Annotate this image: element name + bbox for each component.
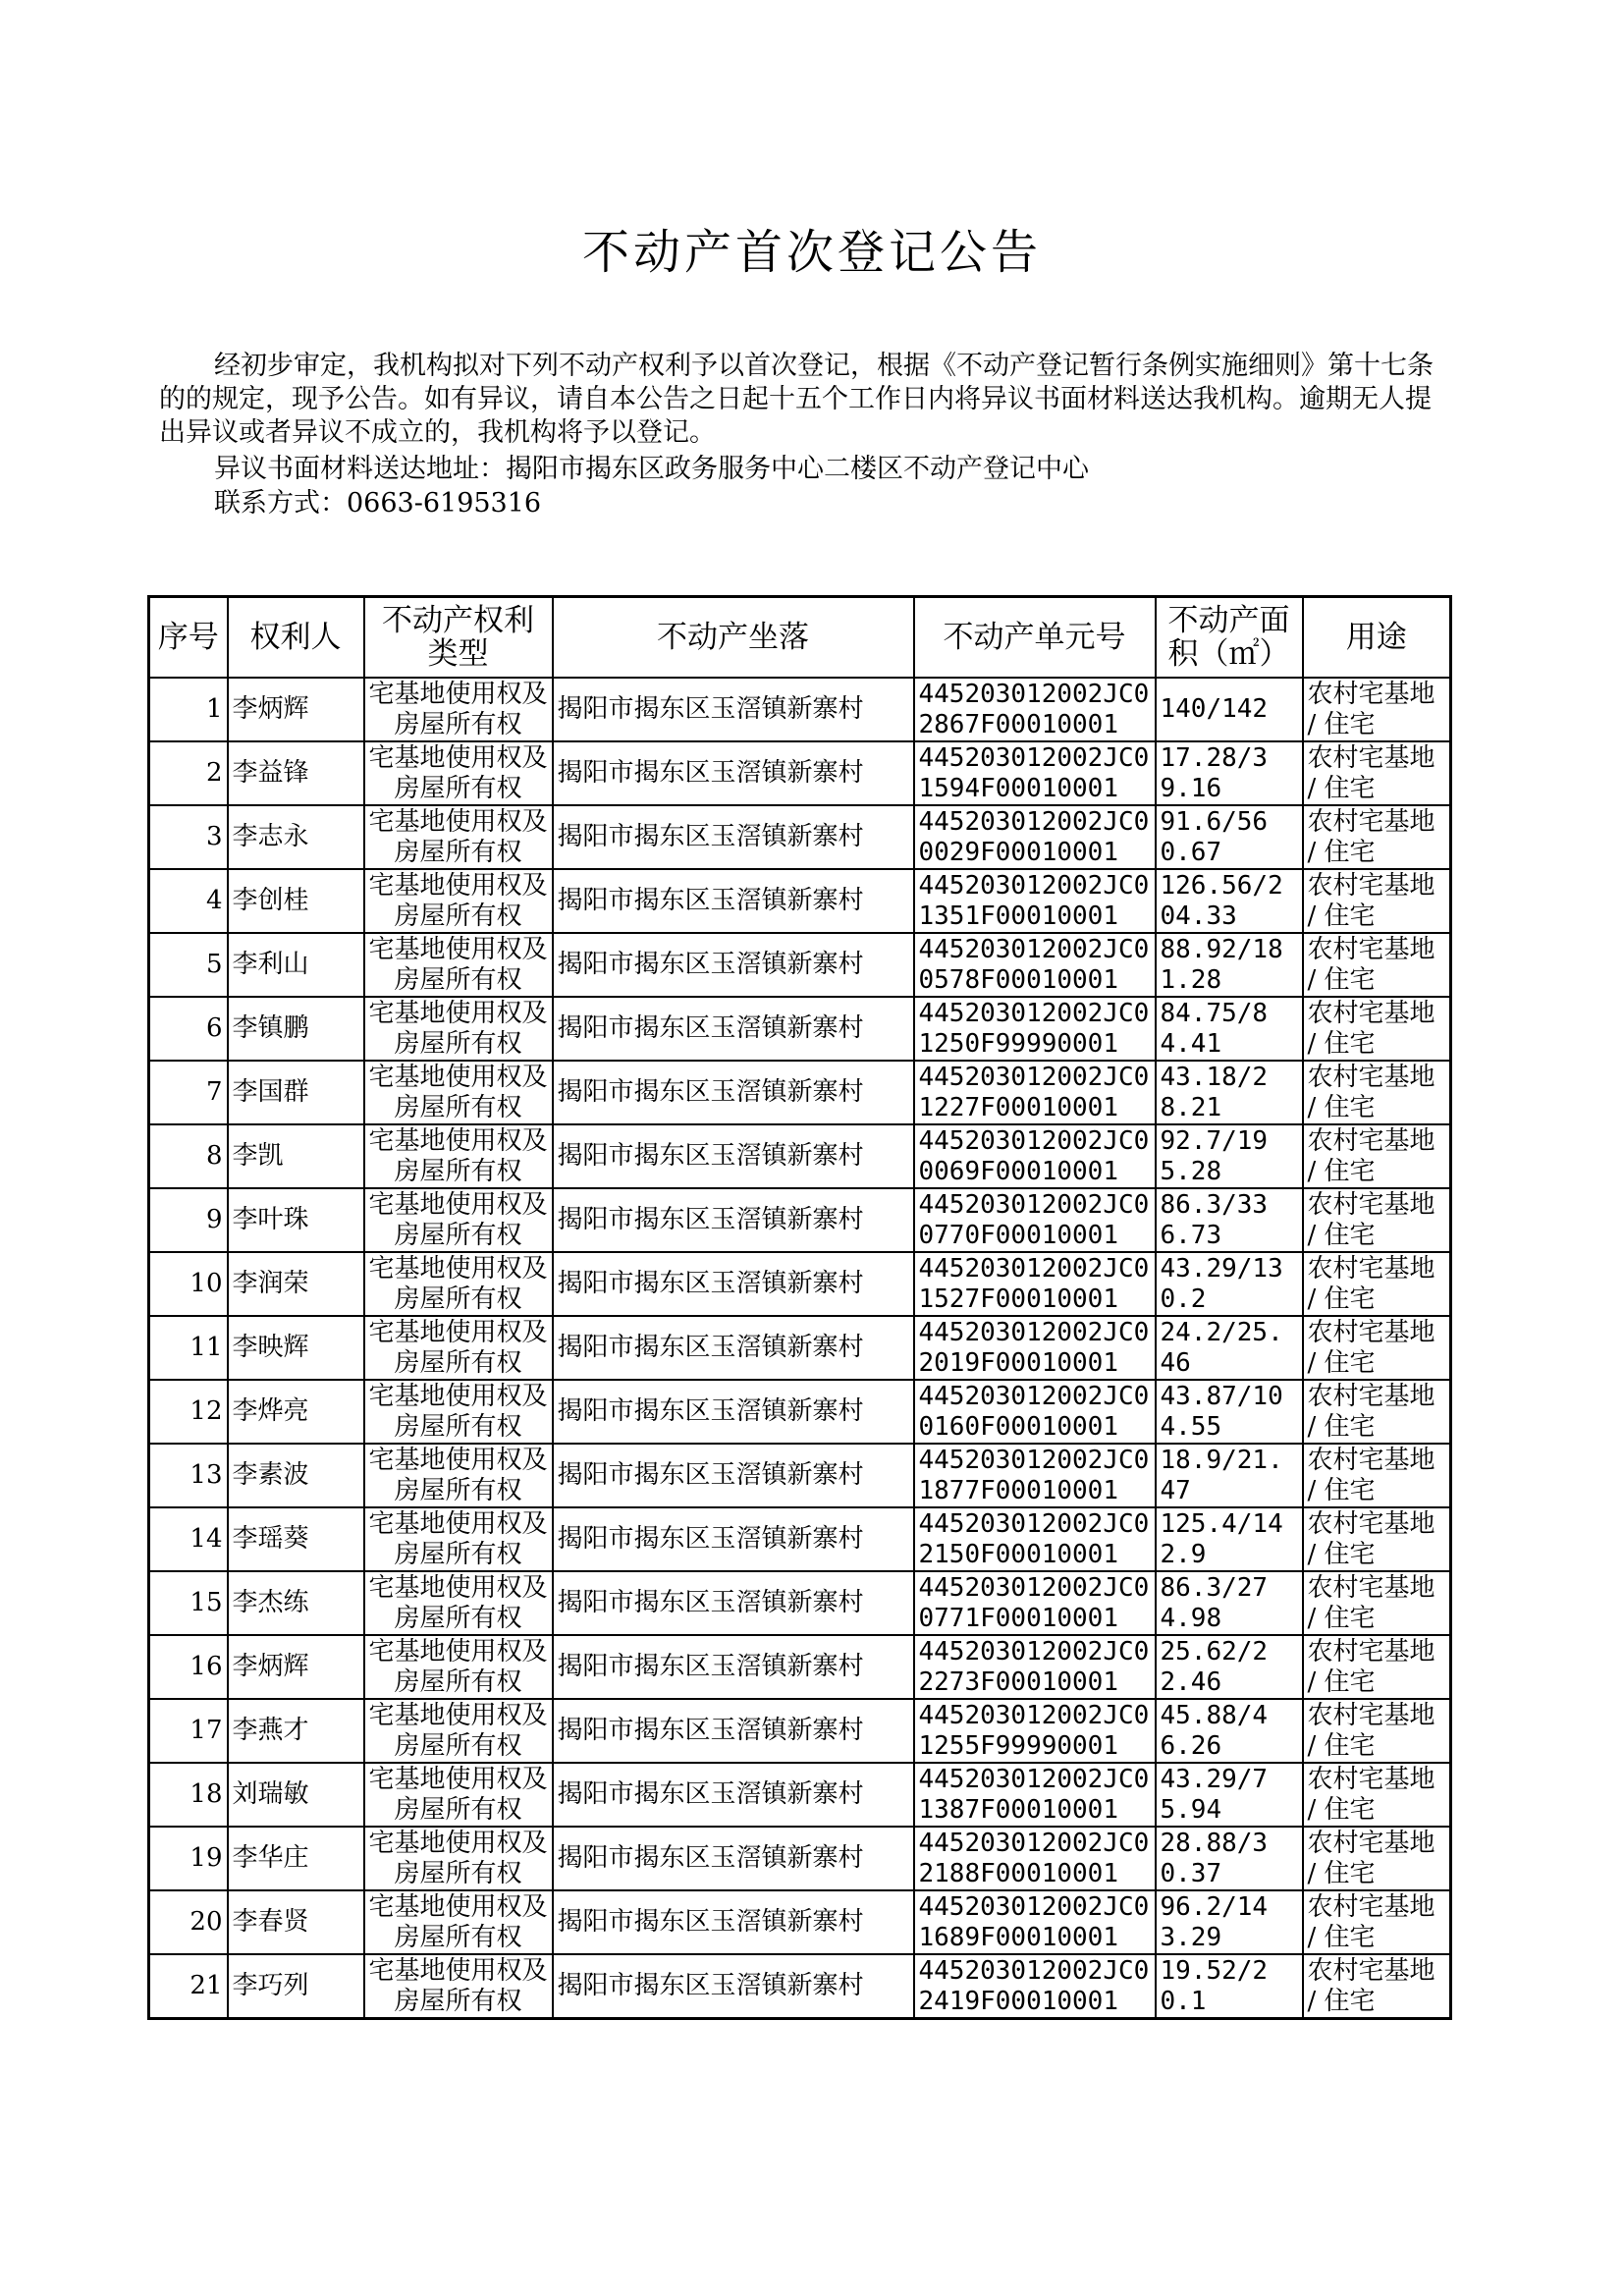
row-seq: 17 <box>149 1699 228 1763</box>
row-use: 农村宅基地 / 住宅 <box>1303 1316 1451 1380</box>
row-unit: 445203012002JC01387F00010001 <box>914 1763 1156 1827</box>
row-area: 24.2/25.46 <box>1156 1316 1303 1380</box>
row-location: 揭阳市揭东区玉滘镇新寨村 <box>553 1444 914 1507</box>
row-use: 农村宅基地 / 住宅 <box>1303 1635 1451 1699</box>
row-area: 43.29/75.94 <box>1156 1763 1303 1827</box>
row-location: 揭阳市揭东区玉滘镇新寨村 <box>553 805 914 869</box>
row-location: 揭阳市揭东区玉滘镇新寨村 <box>553 1507 914 1571</box>
table-row <box>149 1890 1451 1954</box>
table-row <box>149 1061 1451 1124</box>
row-location: 揭阳市揭东区玉滘镇新寨村 <box>553 1635 914 1699</box>
row-seq: 6 <box>149 997 228 1061</box>
header-area: 不动产面积（㎡） <box>1156 597 1303 679</box>
row-location: 揭阳市揭东区玉滘镇新寨村 <box>553 1699 914 1763</box>
row-unit: 445203012002JC01594F00010001 <box>914 741 1156 805</box>
row-type: 宅基地使用权及房屋所有权 <box>364 805 553 869</box>
contact-info: 联系方式：0663-6195316 <box>214 488 542 519</box>
row-use: 农村宅基地 / 住宅 <box>1303 1954 1451 2019</box>
row-holder: 李叶珠 <box>228 1188 364 1252</box>
table-row <box>149 933 1451 997</box>
header-seq: 序号 <box>149 597 228 679</box>
intro-paragraph: 经初步审定，我机构拟对下列不动产权利予以首次登记，根据《不动产登记暂行条例实施细则》第十七条的的规定，现予公告。如有异议，请自本公告之日起十五个工作日内将异议书面材料送达我机构。逾期无人提出异议或者异议不成立的，我机构将予以登记。 <box>159 351 1434 448</box>
row-unit: 445203012002JC00578F00010001 <box>914 933 1156 997</box>
table-row <box>149 1380 1451 1444</box>
row-location: 揭阳市揭东区玉滘镇新寨村 <box>553 1890 914 1954</box>
row-unit: 445203012002JC01351F00010001 <box>914 869 1156 933</box>
row-unit: 445203012002JC02273F00010001 <box>914 1635 1156 1699</box>
row-location: 揭阳市揭东区玉滘镇新寨村 <box>553 741 914 805</box>
row-unit: 445203012002JC01877F00010001 <box>914 1444 1156 1507</box>
row-seq: 10 <box>149 1252 228 1316</box>
row-use: 农村宅基地 / 住宅 <box>1303 1252 1451 1316</box>
row-area: 88.92/181.28 <box>1156 933 1303 997</box>
header-row <box>149 597 1451 679</box>
row-location: 揭阳市揭东区玉滘镇新寨村 <box>553 1252 914 1316</box>
row-unit: 445203012002JC01227F00010001 <box>914 1061 1156 1124</box>
row-location: 揭阳市揭东区玉滘镇新寨村 <box>553 1763 914 1827</box>
row-seq: 7 <box>149 1061 228 1124</box>
row-area: 19.52/20.1 <box>1156 1954 1303 2019</box>
row-use: 农村宅基地 / 住宅 <box>1303 1444 1451 1507</box>
row-use: 农村宅基地 / 住宅 <box>1303 1890 1451 1954</box>
header-location: 不动产坐落 <box>553 597 914 679</box>
row-seq: 21 <box>149 1954 228 2019</box>
row-use: 农村宅基地 / 住宅 <box>1303 933 1451 997</box>
row-unit: 445203012002JC00771F00010001 <box>914 1571 1156 1635</box>
row-location: 揭阳市揭东区玉滘镇新寨村 <box>553 1571 914 1635</box>
table-row <box>149 678 1451 741</box>
row-area: 45.88/46.26 <box>1156 1699 1303 1763</box>
row-use: 农村宅基地 / 住宅 <box>1303 997 1451 1061</box>
row-unit: 445203012002JC01255F99990001 <box>914 1699 1156 1763</box>
row-holder: 李杰练 <box>228 1571 364 1635</box>
row-seq: 18 <box>149 1763 228 1827</box>
row-unit: 445203012002JC02019F00010001 <box>914 1316 1156 1380</box>
row-unit: 445203012002JC00069F00010001 <box>914 1124 1156 1188</box>
row-holder: 李春贤 <box>228 1890 364 1954</box>
row-seq: 4 <box>149 869 228 933</box>
row-location: 揭阳市揭东区玉滘镇新寨村 <box>553 1954 914 2019</box>
row-holder: 李华庄 <box>228 1827 364 1890</box>
row-type: 宅基地使用权及房屋所有权 <box>364 1061 553 1124</box>
row-location: 揭阳市揭东区玉滘镇新寨村 <box>553 1061 914 1124</box>
row-seq: 3 <box>149 805 228 869</box>
row-holder: 李烨亮 <box>228 1380 364 1444</box>
row-holder: 李素波 <box>228 1444 364 1507</box>
row-location: 揭阳市揭东区玉滘镇新寨村 <box>553 997 914 1061</box>
header-holder: 权利人 <box>228 597 364 679</box>
row-seq: 2 <box>149 741 228 805</box>
row-location: 揭阳市揭东区玉滘镇新寨村 <box>553 869 914 933</box>
row-type: 宅基地使用权及房屋所有权 <box>364 1380 553 1444</box>
row-seq: 19 <box>149 1827 228 1890</box>
table-row <box>149 1954 1451 2019</box>
row-type: 宅基地使用权及房屋所有权 <box>364 678 553 741</box>
row-unit: 445203012002JC02867F00010001 <box>914 678 1156 741</box>
row-use: 农村宅基地 / 住宅 <box>1303 741 1451 805</box>
row-use: 农村宅基地 / 住宅 <box>1303 1571 1451 1635</box>
row-location: 揭阳市揭东区玉滘镇新寨村 <box>553 1188 914 1252</box>
row-holder: 李燕才 <box>228 1699 364 1763</box>
table-row <box>149 997 1451 1061</box>
row-type: 宅基地使用权及房屋所有权 <box>364 1444 553 1507</box>
row-type: 宅基地使用权及房屋所有权 <box>364 1635 553 1699</box>
row-holder: 李润荣 <box>228 1252 364 1316</box>
row-area: 126.56/204.33 <box>1156 869 1303 933</box>
row-seq: 14 <box>149 1507 228 1571</box>
row-area: 84.75/84.41 <box>1156 997 1303 1061</box>
row-holder: 李志永 <box>228 805 364 869</box>
header-unit: 不动产单元号 <box>914 597 1156 679</box>
row-use: 农村宅基地 / 住宅 <box>1303 1763 1451 1827</box>
row-location: 揭阳市揭东区玉滘镇新寨村 <box>553 1124 914 1188</box>
row-unit: 445203012002JC01250F99990001 <box>914 997 1156 1061</box>
row-type: 宅基地使用权及房屋所有权 <box>364 1571 553 1635</box>
row-type: 宅基地使用权及房屋所有权 <box>364 1507 553 1571</box>
row-area: 96.2/143.29 <box>1156 1890 1303 1954</box>
table-row <box>149 741 1451 805</box>
row-use: 农村宅基地 / 住宅 <box>1303 1380 1451 1444</box>
row-type: 宅基地使用权及房屋所有权 <box>364 1252 553 1316</box>
row-use: 农村宅基地 / 住宅 <box>1303 1124 1451 1188</box>
row-type: 宅基地使用权及房屋所有权 <box>364 933 553 997</box>
row-area: 18.9/21.47 <box>1156 1444 1303 1507</box>
row-location: 揭阳市揭东区玉滘镇新寨村 <box>553 1380 914 1444</box>
row-use: 农村宅基地 / 住宅 <box>1303 678 1451 741</box>
row-location: 揭阳市揭东区玉滘镇新寨村 <box>553 933 914 997</box>
row-location: 揭阳市揭东区玉滘镇新寨村 <box>553 1316 914 1380</box>
row-seq: 16 <box>149 1635 228 1699</box>
row-holder: 李巧列 <box>228 1954 364 2019</box>
header-use: 用途 <box>1303 597 1451 679</box>
row-holder: 李镇鹏 <box>228 997 364 1061</box>
row-seq: 8 <box>149 1124 228 1188</box>
row-area: 43.29/130.2 <box>1156 1252 1303 1316</box>
row-holder: 李炳辉 <box>228 678 364 741</box>
table-row <box>149 1252 1451 1316</box>
table-row <box>149 1188 1451 1252</box>
row-area: 17.28/39.16 <box>1156 741 1303 805</box>
row-unit: 445203012002JC02150F00010001 <box>914 1507 1156 1571</box>
row-unit: 445203012002JC02188F00010001 <box>914 1827 1156 1890</box>
row-holder: 刘瑞敏 <box>228 1763 364 1827</box>
row-type: 宅基地使用权及房屋所有权 <box>364 1763 553 1827</box>
row-area: 43.18/28.21 <box>1156 1061 1303 1124</box>
row-location: 揭阳市揭东区玉滘镇新寨村 <box>553 678 914 741</box>
row-area: 92.7/195.28 <box>1156 1124 1303 1188</box>
row-seq: 5 <box>149 933 228 997</box>
row-type: 宅基地使用权及房屋所有权 <box>364 1890 553 1954</box>
row-location: 揭阳市揭东区玉滘镇新寨村 <box>553 1827 914 1890</box>
row-type: 宅基地使用权及房屋所有权 <box>364 1827 553 1890</box>
table-row <box>149 1316 1451 1380</box>
row-area: 25.62/22.46 <box>1156 1635 1303 1699</box>
row-holder: 李国群 <box>228 1061 364 1124</box>
table-row <box>149 1507 1451 1571</box>
row-unit: 445203012002JC00160F00010001 <box>914 1380 1156 1444</box>
row-seq: 15 <box>149 1571 228 1635</box>
table-row <box>149 1635 1451 1699</box>
row-use: 农村宅基地 / 住宅 <box>1303 805 1451 869</box>
table-row <box>149 1763 1451 1827</box>
row-type: 宅基地使用权及房屋所有权 <box>364 997 553 1061</box>
table-row <box>149 1444 1451 1507</box>
registration-table <box>147 595 1452 2020</box>
table-row <box>149 1571 1451 1635</box>
row-seq: 13 <box>149 1444 228 1507</box>
row-use: 农村宅基地 / 住宅 <box>1303 1827 1451 1890</box>
row-holder: 李映辉 <box>228 1316 364 1380</box>
row-area: 43.87/104.55 <box>1156 1380 1303 1444</box>
row-type: 宅基地使用权及房屋所有权 <box>364 1124 553 1188</box>
table-row <box>149 805 1451 869</box>
row-seq: 20 <box>149 1890 228 1954</box>
row-use: 农村宅基地 / 住宅 <box>1303 869 1451 933</box>
row-seq: 1 <box>149 678 228 741</box>
row-holder: 李利山 <box>228 933 364 997</box>
table-row <box>149 1699 1451 1763</box>
objection-address: 异议书面材料送达地址：揭阳市揭东区政务服务中心二楼区不动产登记中心 <box>214 454 1089 484</box>
row-type: 宅基地使用权及房屋所有权 <box>364 1954 553 2019</box>
row-area: 91.6/560.67 <box>1156 805 1303 869</box>
row-area: 28.88/30.37 <box>1156 1827 1303 1890</box>
row-seq: 11 <box>149 1316 228 1380</box>
row-type: 宅基地使用权及房屋所有权 <box>364 1699 553 1763</box>
row-unit: 445203012002JC01527F00010001 <box>914 1252 1156 1316</box>
page-title: 不动产首次登记公告 <box>581 225 1042 280</box>
row-use: 农村宅基地 / 住宅 <box>1303 1699 1451 1763</box>
row-unit: 445203012002JC02419F00010001 <box>914 1954 1156 2019</box>
table-row <box>149 869 1451 933</box>
table-header <box>149 597 1451 679</box>
row-type: 宅基地使用权及房屋所有权 <box>364 1316 553 1380</box>
row-holder: 李炳辉 <box>228 1635 364 1699</box>
row-area: 125.4/142.9 <box>1156 1507 1303 1571</box>
row-unit: 445203012002JC01689F00010001 <box>914 1890 1156 1954</box>
header-type: 不动产权利类型 <box>364 597 553 679</box>
row-use: 农村宅基地 / 住宅 <box>1303 1188 1451 1252</box>
row-area: 86.3/274.98 <box>1156 1571 1303 1635</box>
row-area: 140/142 <box>1156 678 1303 741</box>
row-use: 农村宅基地 / 住宅 <box>1303 1061 1451 1124</box>
table-body <box>149 678 1451 2019</box>
table-row <box>149 1124 1451 1188</box>
row-type: 宅基地使用权及房屋所有权 <box>364 869 553 933</box>
row-use: 农村宅基地 / 住宅 <box>1303 1507 1451 1571</box>
row-type: 宅基地使用权及房屋所有权 <box>364 1188 553 1252</box>
row-seq: 9 <box>149 1188 228 1252</box>
row-holder: 李瑶葵 <box>228 1507 364 1571</box>
row-seq: 12 <box>149 1380 228 1444</box>
table-row <box>149 1827 1451 1890</box>
row-type: 宅基地使用权及房屋所有权 <box>364 741 553 805</box>
row-holder: 李益锋 <box>228 741 364 805</box>
row-holder: 李凯 <box>228 1124 364 1188</box>
row-unit: 445203012002JC00770F00010001 <box>914 1188 1156 1252</box>
row-unit: 445203012002JC00029F00010001 <box>914 805 1156 869</box>
row-holder: 李创桂 <box>228 869 364 933</box>
row-area: 86.3/336.73 <box>1156 1188 1303 1252</box>
